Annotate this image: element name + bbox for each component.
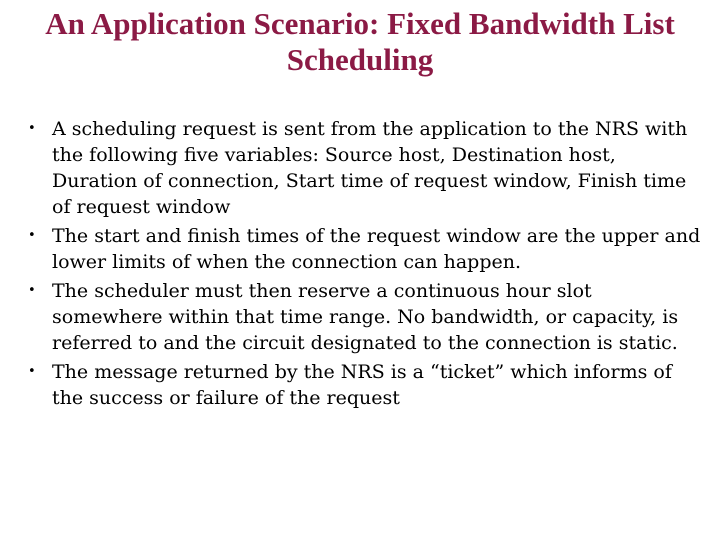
bullet-item — [26, 278, 706, 356]
bullet-list — [26, 116, 706, 414]
bullet-item — [26, 223, 706, 275]
bullet-icon: • — [28, 283, 36, 298]
bullet-icon: • — [28, 121, 36, 136]
bullet-text: A scheduling request is sent from the application to the NRS with the following five variables: Source host, Destination host, Duration of connection, Start time of request window, Finish time of request window — [52, 118, 688, 218]
bullet-icon: • — [28, 364, 36, 379]
bullet-item — [26, 116, 706, 220]
bullet-item — [26, 359, 706, 411]
bullet-text: The message returned by the NRS is a “ticket” which informs of the success or failure of the request — [52, 361, 672, 409]
bullet-text: The scheduler must then reserve a continuous hour slot somewhere within that time range. No bandwidth, or capacity, is referred to and the circuit designated to the connection is static. — [52, 280, 679, 354]
bullet-icon: • — [28, 228, 36, 243]
slide-title: An Application Scenario: Fixed Bandwidth List Scheduling — [45, 6, 675, 77]
bullet-text: The start and finish times of the request window are the upper and lower limits of when the connection can happen. — [52, 225, 701, 273]
